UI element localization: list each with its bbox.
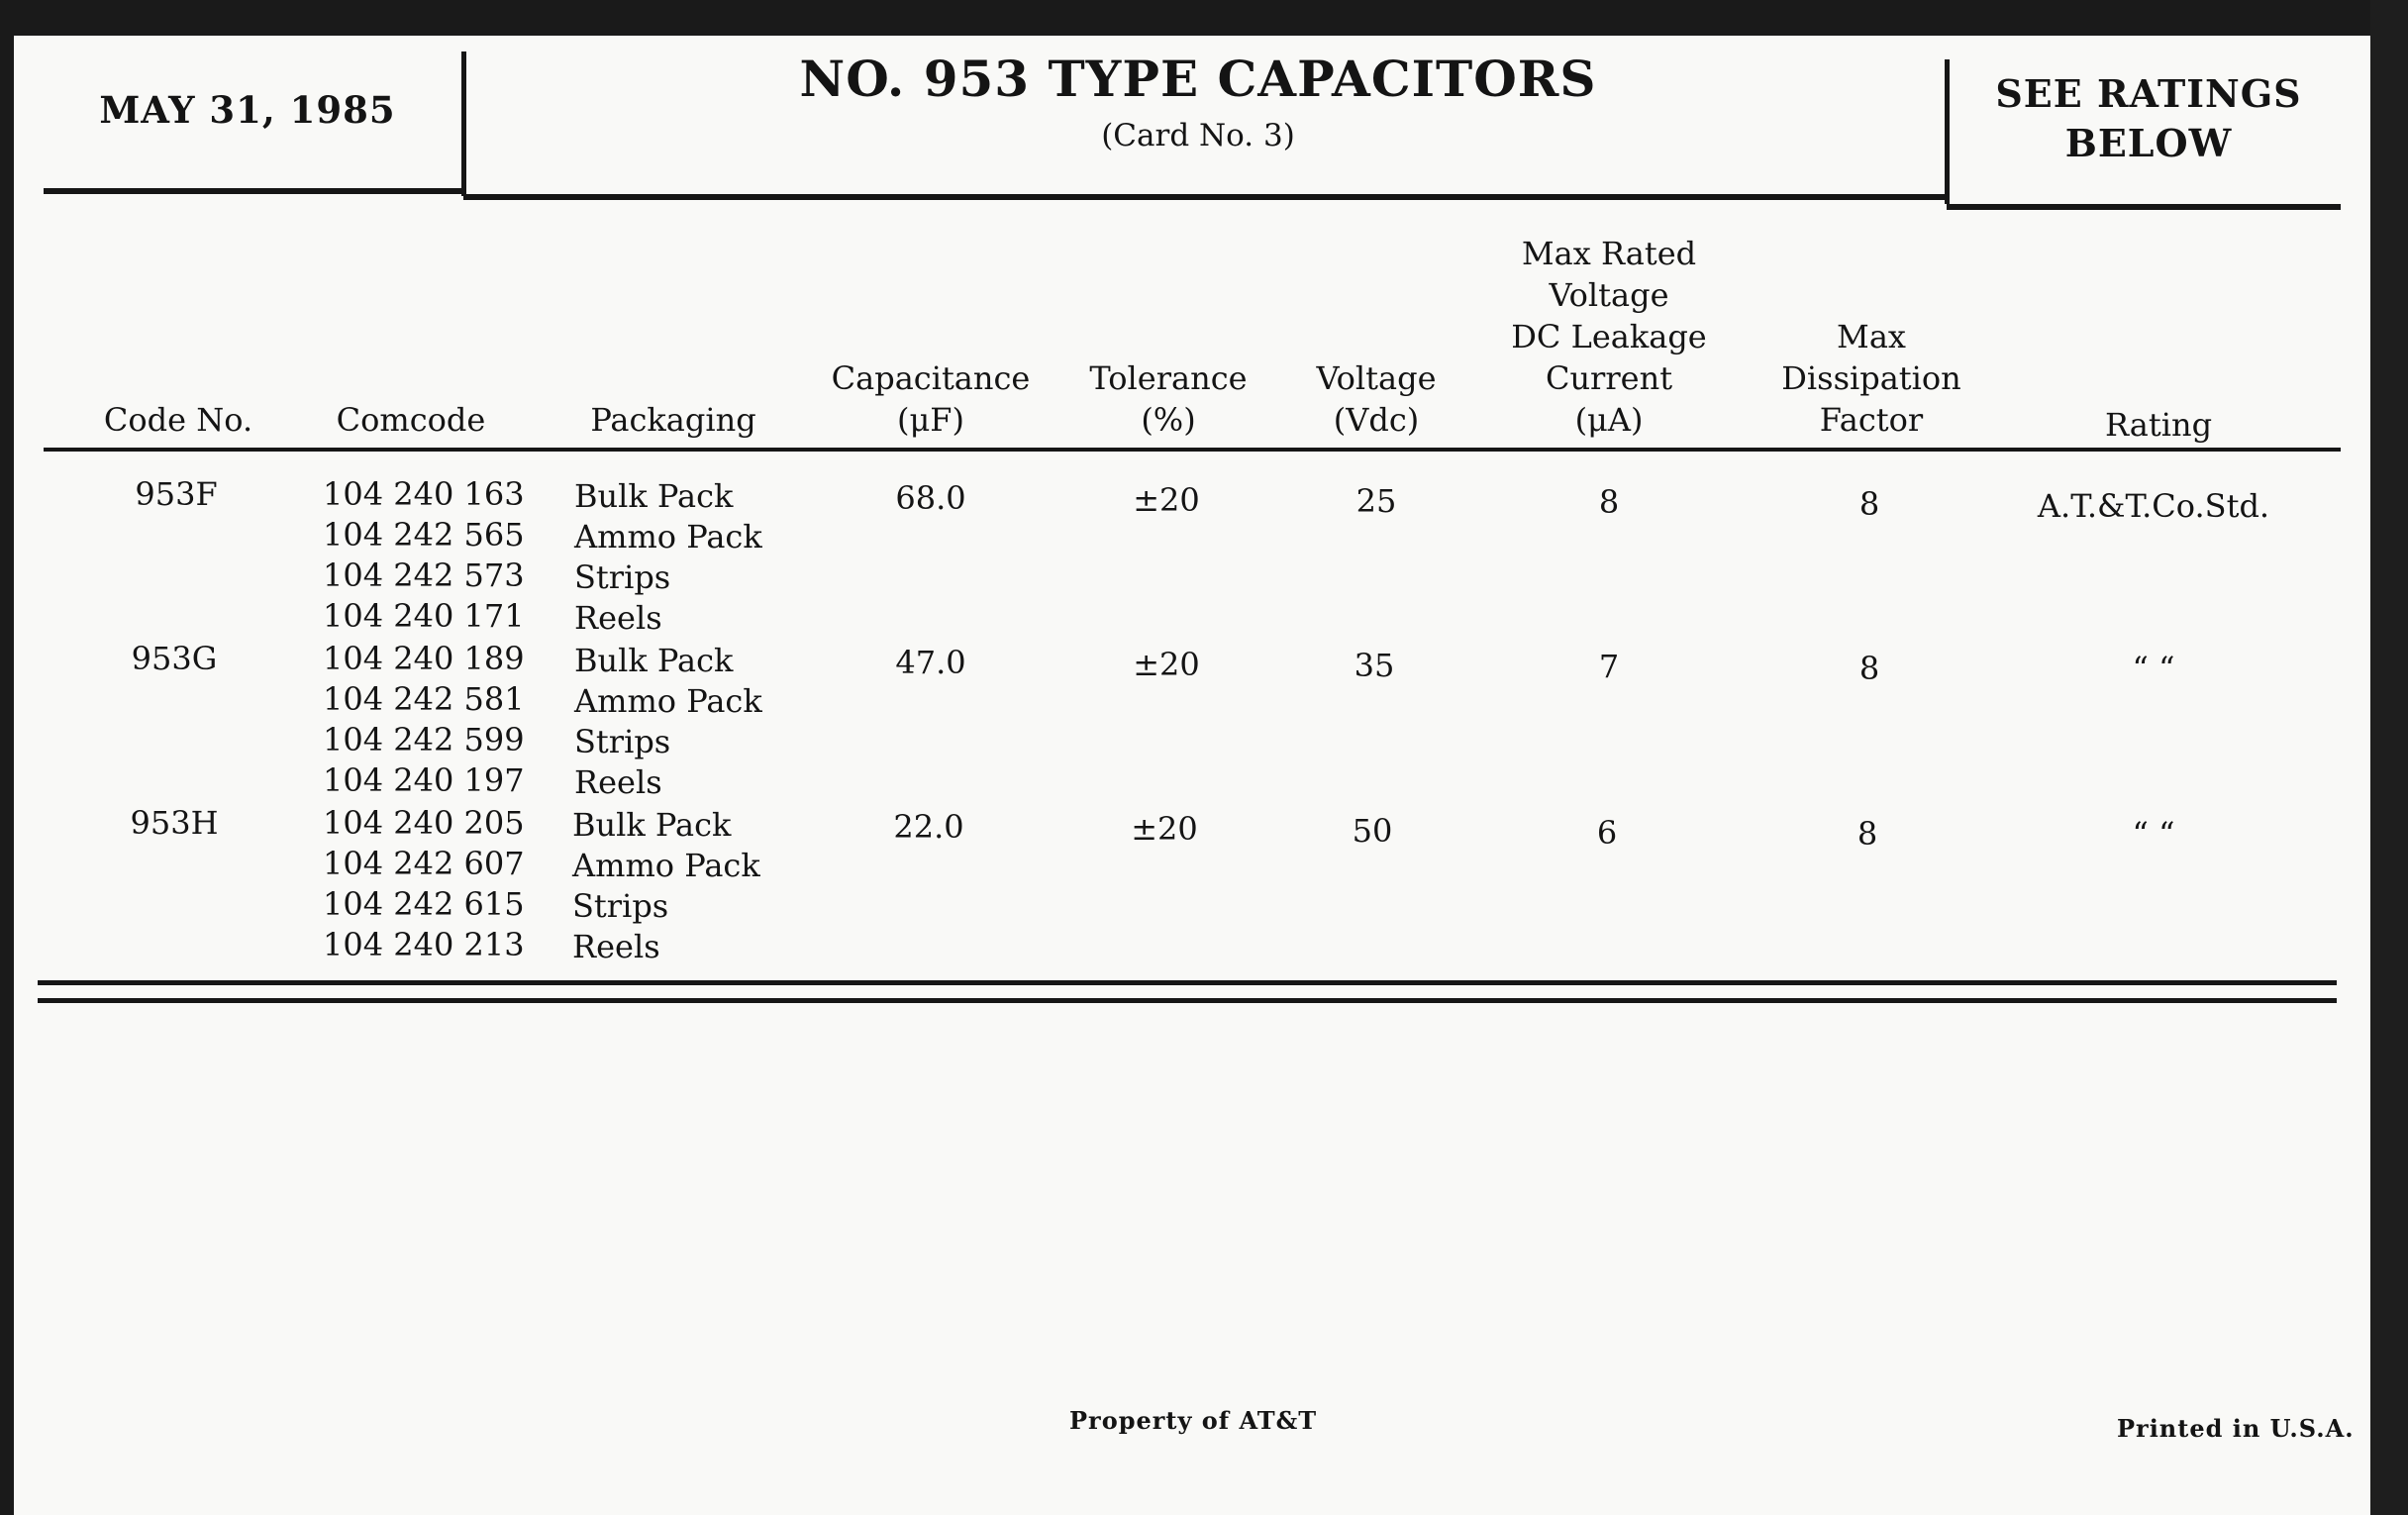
capacitance-cell: 22.0 bbox=[893, 808, 964, 846]
code-cell: 953F bbox=[135, 475, 218, 513]
col-header-line: DC Leakage bbox=[1511, 318, 1707, 355]
capacitance-cell: 47.0 bbox=[895, 644, 966, 681]
col-header-voltage bbox=[1287, 208, 1465, 441]
rating-cell: “ “ bbox=[2132, 650, 2175, 687]
comcode-cell: 104 242 565 bbox=[323, 516, 525, 554]
packaging-cell: Reels bbox=[572, 928, 660, 965]
packaging-cell: Bulk Pack bbox=[572, 806, 732, 844]
dissipation-cell: 8 bbox=[1856, 815, 1878, 853]
rating-cell: “ “ bbox=[2132, 815, 2175, 853]
see-ratings-line2: BELOW bbox=[2064, 121, 2233, 165]
comcode-cell: 104 242 599 bbox=[323, 721, 525, 758]
printed-notice: Printed in U.S.A. bbox=[2117, 1414, 2355, 1443]
comcode-cell: 104 240 171 bbox=[323, 597, 525, 635]
col-header-line: Factor bbox=[1819, 401, 1924, 439]
comcode-cell: 104 242 607 bbox=[323, 845, 525, 882]
col-header-line: Max Rated bbox=[1521, 235, 1697, 272]
col-header-tolerance bbox=[1069, 208, 1267, 441]
tolerance-cell: ±20 bbox=[1131, 810, 1198, 848]
table-header-rule bbox=[44, 448, 2341, 452]
packaging-cell: Strips bbox=[574, 558, 671, 596]
col-header-line: Comcode bbox=[336, 401, 486, 439]
packaging-cell: Bulk Pack bbox=[574, 477, 734, 515]
col-header-capacitance bbox=[812, 208, 1050, 441]
packaging-cell: Bulk Pack bbox=[574, 642, 734, 679]
col-header-line: Dissipation bbox=[1781, 359, 1961, 397]
packaging-cell: Ammo Pack bbox=[574, 682, 762, 720]
packaging-cell: Reels bbox=[574, 599, 662, 637]
col-header-comcode bbox=[297, 208, 525, 441]
comcode-cell: 104 242 581 bbox=[323, 680, 525, 718]
col-header-dissipation bbox=[1753, 208, 1990, 441]
col-header-line: Tolerance bbox=[1089, 359, 1248, 397]
comcode-cell: 104 240 163 bbox=[323, 475, 525, 513]
voltage-cell: 50 bbox=[1352, 812, 1393, 850]
comcode-cell: 104 240 189 bbox=[323, 640, 525, 677]
comcode-cell: 104 242 615 bbox=[323, 885, 525, 923]
col-header-line: Packaging bbox=[590, 401, 756, 439]
card-number: (Card No. 3) bbox=[1101, 118, 1295, 153]
packaging-cell: Ammo Pack bbox=[574, 518, 762, 556]
rating-cell: A.T.&T.Co.Std. bbox=[2037, 487, 2270, 525]
see-ratings-line1: SEE RATINGS bbox=[1995, 71, 2302, 116]
leakage-cell: 8 bbox=[1598, 483, 1620, 521]
col-header-code bbox=[79, 208, 277, 441]
header-rule-left bbox=[44, 188, 465, 194]
voltage-cell: 25 bbox=[1355, 482, 1397, 520]
property-notice: Property of AT&T bbox=[1069, 1406, 1318, 1435]
col-header-line: Current bbox=[1545, 359, 1673, 397]
comcode-cell: 104 240 197 bbox=[323, 761, 525, 799]
packaging-cell: Strips bbox=[572, 887, 669, 925]
col-header-line: Voltage bbox=[1316, 359, 1437, 397]
code-cell: 953H bbox=[130, 804, 219, 842]
capacitance-cell: 68.0 bbox=[895, 479, 966, 517]
col-header-rating bbox=[2040, 213, 2277, 446]
comcode-cell: 104 240 213 bbox=[323, 926, 525, 963]
col-header-line: (%) bbox=[1141, 401, 1196, 439]
card-date: MAY 31, 1985 bbox=[99, 88, 396, 132]
voltage-cell: 35 bbox=[1354, 647, 1395, 684]
comcode-cell: 104 242 573 bbox=[323, 556, 525, 594]
col-header-line: Rating bbox=[2104, 406, 2213, 444]
col-header-line: Max bbox=[1837, 318, 1906, 355]
packaging-cell: Ammo Pack bbox=[572, 847, 760, 884]
tolerance-cell: ±20 bbox=[1133, 481, 1200, 519]
leakage-cell: 7 bbox=[1598, 648, 1620, 685]
tolerance-cell: ±20 bbox=[1133, 646, 1200, 683]
packaging-cell: Strips bbox=[574, 723, 671, 760]
code-cell: 953G bbox=[131, 640, 218, 677]
col-header-line: Code No. bbox=[103, 401, 253, 439]
header-divider-right bbox=[1945, 59, 1950, 204]
col-header-leakage bbox=[1485, 208, 1733, 441]
dissipation-cell: 8 bbox=[1858, 650, 1880, 687]
col-header-line: (Vdc) bbox=[1333, 401, 1420, 439]
col-header-line: Capacitance bbox=[831, 359, 1031, 397]
header-rule-center bbox=[463, 194, 1949, 200]
col-header-line: Voltage bbox=[1549, 276, 1669, 314]
comcode-cell: 104 240 205 bbox=[323, 804, 525, 842]
scan-border bbox=[2370, 0, 2408, 1515]
col-header-line: (μA) bbox=[1574, 401, 1644, 439]
header-rule-right bbox=[1947, 204, 2341, 210]
col-header-line: (μF) bbox=[897, 401, 964, 439]
packaging-cell: Reels bbox=[574, 763, 662, 801]
table-bottom-rule-upper bbox=[38, 980, 2337, 985]
col-header-packaging bbox=[554, 208, 792, 441]
card-title-block bbox=[465, 50, 1931, 153]
table-bottom-rule-lower bbox=[38, 998, 2337, 1003]
card-title: NO. 953 TYPE CAPACITORS bbox=[799, 50, 1597, 108]
dissipation-cell: 8 bbox=[1858, 485, 1880, 523]
see-ratings-note bbox=[1960, 69, 2337, 168]
leakage-cell: 6 bbox=[1596, 814, 1618, 852]
